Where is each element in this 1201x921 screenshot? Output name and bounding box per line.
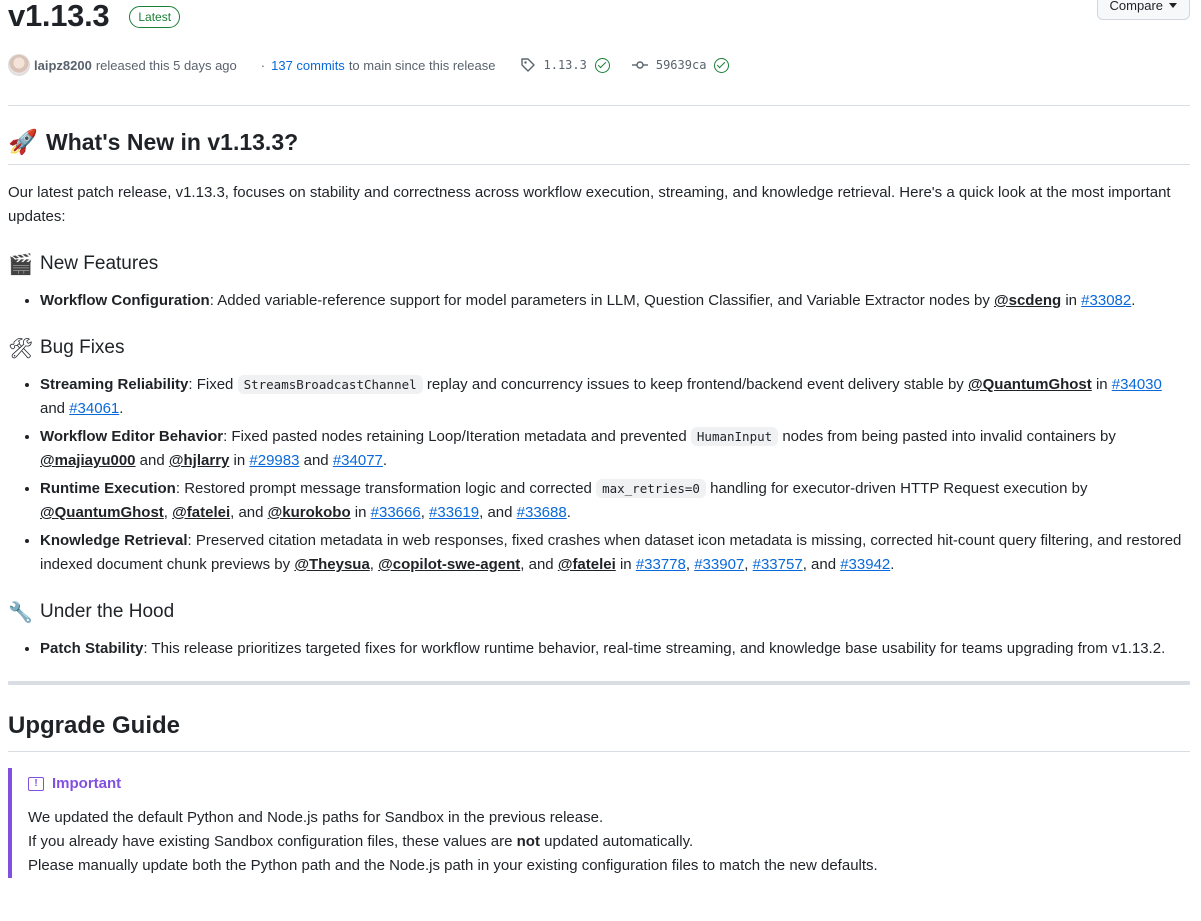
item-text: : Restored prompt message transformation logic and corrected <box>175 480 597 497</box>
item-text: , and <box>479 504 517 521</box>
alert-title <box>28 772 1190 796</box>
issue-link[interactable]: #34061 <box>69 400 120 417</box>
item-text: , <box>420 504 430 521</box>
item-title: Streaming Reliability <box>40 376 189 393</box>
item-text: . <box>566 504 571 521</box>
item-text: , and <box>520 556 558 573</box>
wrench-icon: 🔧 <box>8 600 33 624</box>
mention-link[interactable]: @hjlarry <box>168 452 230 469</box>
clapperboard-icon: 🎬 <box>8 252 33 276</box>
mention-link[interactable]: @QuantumGhost <box>40 504 164 521</box>
commit-sha: 59639ca <box>655 58 707 72</box>
item-text: : Fixed <box>188 376 238 393</box>
list-item <box>40 373 1190 421</box>
item-text: , <box>369 556 379 573</box>
under-the-hood-list <box>8 637 1190 661</box>
under-the-hood-heading <box>8 599 1190 625</box>
item-text: , and <box>802 556 841 573</box>
separator-dot: · <box>260 57 266 73</box>
released-text: released this 5 days ago <box>95 57 237 73</box>
code-span: max_retries=0 <box>596 479 706 498</box>
issue-link[interactable]: #33757 <box>752 556 803 573</box>
item-title: Knowledge Retrieval <box>40 532 188 549</box>
item-text: in <box>615 556 636 573</box>
whats-new-heading <box>8 126 1190 165</box>
item-title: Runtime Execution <box>40 480 176 497</box>
report-icon: ! <box>28 777 44 791</box>
latest-badge: Latest <box>129 6 180 28</box>
item-text: , and <box>230 504 268 521</box>
item-text: in <box>1061 292 1082 309</box>
issue-link[interactable]: #33907 <box>694 556 745 573</box>
item-title: Patch Stability <box>40 640 144 657</box>
item-text: , <box>744 556 753 573</box>
issue-link[interactable]: #33688 <box>516 504 567 521</box>
issue-link[interactable]: #33666 <box>370 504 421 521</box>
alert-title-text: Important <box>52 775 122 792</box>
commits-info <box>261 58 496 73</box>
new-features-heading <box>8 251 1190 277</box>
author-link[interactable]: laipz8200 <box>34 57 92 73</box>
item-text: in <box>350 504 371 521</box>
commit-icon <box>632 57 648 73</box>
item-text: . <box>890 556 895 573</box>
item-text: , <box>163 504 173 521</box>
item-text: : Preserved citation metadata in web responses, fixed crashes when dataset icon metadata is missing, corrected hit-count query filtering, and restored indexed document chunk previews by <box>40 532 1182 573</box>
tag-ref[interactable] <box>520 57 610 73</box>
item-text: . <box>119 400 124 417</box>
bug-fixes-heading <box>8 335 1190 361</box>
item-title: Workflow Editor Behavior <box>40 428 224 445</box>
item-text: . <box>382 452 388 469</box>
mention-link[interactable]: @majiayu000 <box>40 452 136 469</box>
compare-button[interactable] <box>1097 0 1190 20</box>
alert-text: updated automatically. <box>539 833 694 850</box>
item-text: and <box>40 400 70 417</box>
commits-link[interactable]: 137 commits <box>271 57 345 73</box>
mention-link[interactable]: @Theysua <box>294 556 370 573</box>
item-text: : Fixed pasted nodes retaining Loop/Iteration metadata and prevented <box>223 428 691 445</box>
alert-bold-text: not <box>516 833 540 850</box>
tag-icon <box>520 57 536 73</box>
avatar[interactable] <box>8 54 30 76</box>
under-the-hood-title: Under the Hood <box>40 601 175 622</box>
title-row <box>8 0 180 36</box>
release-body <box>8 106 1190 878</box>
tag-name: 1.13.3 <box>543 58 587 72</box>
tools-icon: 🛠 <box>8 336 34 360</box>
mention-link[interactable]: @fatelei <box>557 556 616 573</box>
alert-text: If you already have existing Sandbox configuration files, these values are <box>28 833 517 850</box>
issue-link[interactable]: #34077 <box>332 452 383 469</box>
mention-link[interactable]: @copilot-swe-agent <box>378 556 521 573</box>
commit-ref[interactable] <box>632 57 730 73</box>
item-text: and <box>135 452 169 469</box>
item-text: : Added variable-reference support for model parameters in LLM, Question Classifier, and Variable Extractor nodes by <box>209 292 994 309</box>
code-span: StreamsBroadcastChannel <box>238 375 423 394</box>
compare-label: Compare <box>1109 0 1163 13</box>
issue-link[interactable]: #33778 <box>635 556 686 573</box>
intro-paragraph: Our latest patch release, v1.13.3, focuses on stability and correctness across workflow execution, streaming, and knowledge retrieval. Here's a quick look at the most important updates: <box>8 184 1171 225</box>
new-features-list <box>8 289 1190 313</box>
item-text: , <box>685 556 695 573</box>
release-header <box>8 0 1190 106</box>
bug-fixes-title: Bug Fixes <box>40 337 125 358</box>
list-item <box>40 477 1190 525</box>
mention-link[interactable]: @fatelei <box>172 504 231 521</box>
list-item <box>40 289 1190 313</box>
item-text: handling for executor-driven HTTP Request execution by <box>705 480 1088 497</box>
item-text: nodes from being pasted into invalid containers by <box>778 428 1116 445</box>
bug-fixes-list <box>8 373 1190 577</box>
release-title[interactable]: v1.13.3 <box>8 0 110 33</box>
mention-link[interactable]: @kurokobo <box>267 504 351 521</box>
issue-link[interactable]: #33942 <box>840 556 891 573</box>
item-text: replay and concurrency issues to keep frontend/backend event delivery stable by <box>422 376 968 393</box>
item-title: Workflow Configuration <box>40 292 210 309</box>
issue-link[interactable]: #34030 <box>1111 376 1162 393</box>
issue-link[interactable]: #33619 <box>429 504 480 521</box>
list-item <box>40 425 1190 473</box>
list-item <box>40 529 1190 577</box>
release-meta <box>8 54 1190 76</box>
section-divider <box>8 681 1190 685</box>
verified-check-icon[interactable] <box>595 58 610 73</box>
commits-suffix: to main since this release <box>348 57 496 73</box>
caret-down-icon <box>1169 3 1177 8</box>
mention-link[interactable]: @QuantumGhost <box>967 376 1092 393</box>
item-text: and <box>299 452 333 469</box>
item-text: in <box>1091 376 1112 393</box>
mention-link[interactable]: @scdeng <box>994 292 1062 309</box>
issue-link[interactable]: #33082 <box>1081 292 1132 309</box>
item-text: in <box>229 452 250 469</box>
code-span: HumanInput <box>691 427 778 446</box>
alert-line: We updated the default Python and Node.js paths for Sandbox in the previous release. <box>28 809 604 826</box>
list-item <box>40 637 1190 661</box>
new-features-title: New Features <box>40 253 159 274</box>
item-text: : This release prioritizes targeted fixes for workflow runtime behavior, real-time streaming, and knowledge base usability for teams upgrading from v1.13.2. <box>143 640 1166 657</box>
upgrade-guide-heading: Upgrade Guide <box>8 709 1190 752</box>
whats-new-title: What's New in v1.13.3? <box>46 129 299 155</box>
alert-line <box>28 830 1190 854</box>
verified-check-icon[interactable] <box>714 58 729 73</box>
issue-link[interactable]: #29983 <box>249 452 300 469</box>
alert-line: Please manually update both the Python path and the Node.js path in your existing configuration files to match the new defaults. <box>28 857 878 874</box>
item-text: . <box>1131 292 1136 309</box>
important-alert <box>8 768 1190 878</box>
release-page <box>8 0 1190 874</box>
rocket-icon: 🚀 <box>8 128 38 156</box>
